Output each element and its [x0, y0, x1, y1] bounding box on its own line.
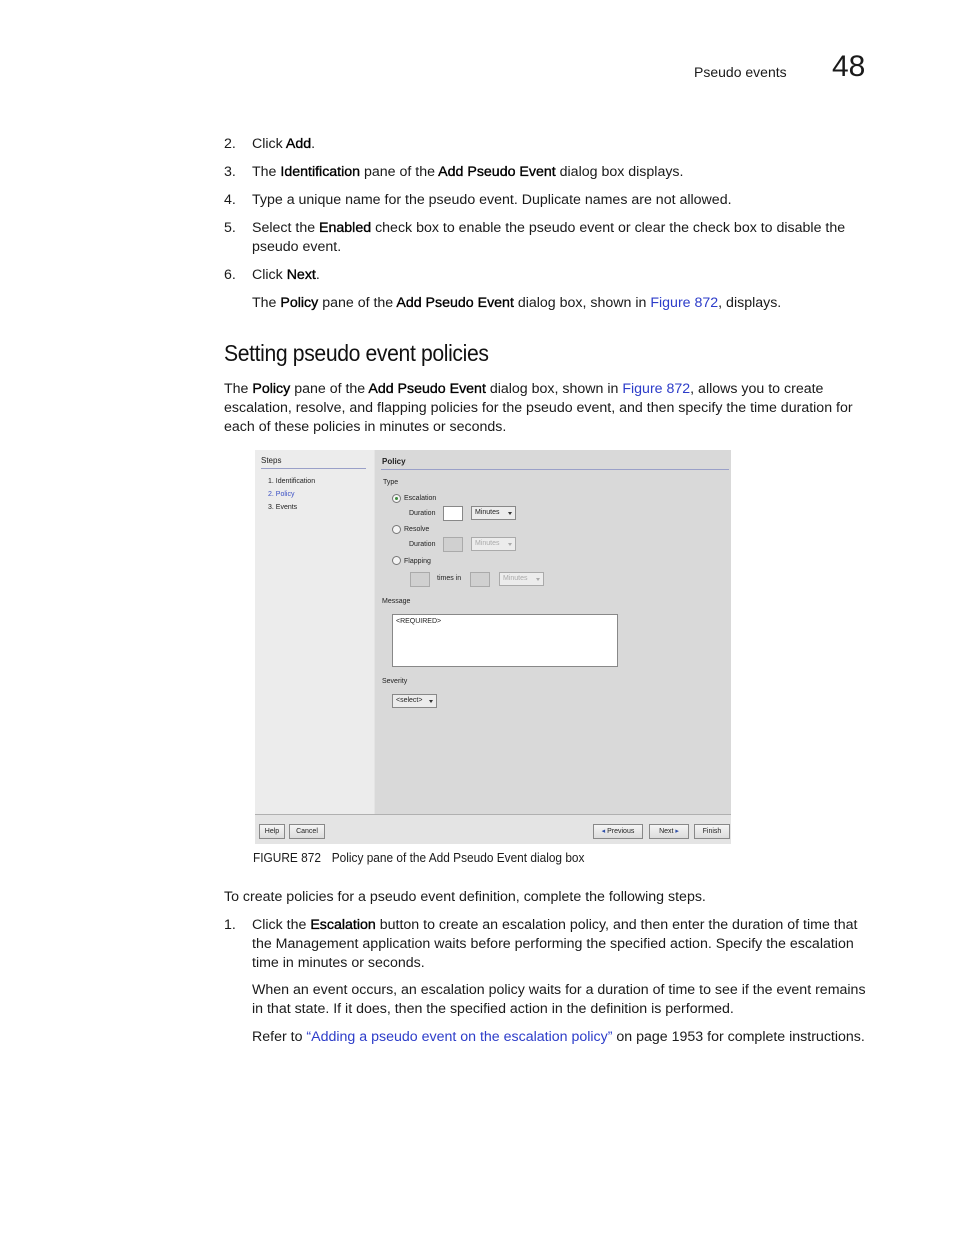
policy-title: Policy	[382, 457, 406, 466]
text: Refer to	[252, 1029, 307, 1045]
help-button[interactable]: Help	[259, 824, 285, 839]
text: The	[224, 381, 253, 397]
resolve-duration-label: Duration	[409, 541, 436, 548]
step-1-reference	[252, 1028, 874, 1047]
steps-intro: To create policies for a pseudo event definition, complete the following steps.	[224, 889, 706, 905]
step-text: check box to enable the pseudo event or clear the check box to disable the pseudo event.	[252, 220, 846, 255]
ui-term: Escalation	[310, 917, 376, 933]
step-text: Click	[252, 267, 287, 283]
step-number: 6.	[224, 267, 236, 283]
escalation-duration-input[interactable]	[443, 506, 463, 521]
figure-link[interactable]: Figure 872	[650, 295, 719, 311]
intro-paragraph	[224, 380, 872, 437]
message-textarea[interactable]: <REQUIRED>	[392, 614, 618, 667]
finish-button[interactable]: Finish	[694, 824, 730, 839]
button-label: Next	[659, 828, 674, 835]
ui-term: Enabled	[319, 220, 372, 236]
chevron-down-icon	[429, 700, 433, 703]
text: , displays.	[718, 295, 782, 311]
text: dialog box, shown in	[513, 295, 651, 311]
select-value: Minutes	[503, 575, 528, 582]
step-number: 4.	[224, 192, 236, 208]
button-bar	[255, 814, 731, 844]
step-text: pane of the	[360, 164, 439, 180]
steps-panel	[255, 450, 374, 814]
type-label: Type	[383, 479, 399, 486]
text: , allows you to create escalation, resolve, and flapping policies for the pseudo event, and then specify the time duration for each of these policies in minutes or seconds.	[224, 381, 853, 435]
text: on page 1953 for complete instructions.	[612, 1029, 865, 1045]
divider	[261, 468, 366, 469]
ui-term: Policy	[252, 381, 291, 397]
flapping-label: Flapping	[404, 558, 431, 565]
step-number: 3.	[224, 164, 236, 180]
policy-panel	[375, 450, 731, 814]
escalation-label: Escalation	[404, 495, 437, 502]
step-text: Type a unique name for the pseudo event. Duplicate names are not allowed.	[252, 192, 732, 208]
flapping-radio[interactable]	[392, 556, 401, 565]
text: The	[252, 295, 281, 311]
escalation-unit-select[interactable]	[471, 506, 516, 520]
resolve-duration-input[interactable]	[443, 537, 463, 552]
cancel-button[interactable]: Cancel	[289, 824, 325, 839]
text: button to create an escalation policy, and then enter the duration of time that the Management application waits before performing the specified action. Specify the escalation time in minutes or seconds.	[252, 917, 858, 971]
ui-term: Policy	[280, 295, 319, 311]
select-value: Minutes	[475, 509, 500, 516]
ui-term: Next	[286, 267, 316, 283]
previous-button[interactable]	[593, 824, 643, 839]
figure-number: FIGURE 872	[253, 850, 321, 865]
ui-term: Add Pseudo Event	[368, 381, 486, 397]
step-item-policy[interactable]: 2. Policy	[268, 491, 295, 498]
step-number: 1.	[224, 917, 236, 933]
flapping-duration-input[interactable]	[470, 572, 490, 587]
figure-link[interactable]: Figure 872	[622, 381, 691, 397]
step-1-explanation: When an event occurs, an escalation policy waits for a duration of time to see if the event remains in that state. If it does, then the specified action in the definition is performed.	[252, 982, 866, 1017]
step-number: 2.	[224, 136, 236, 152]
severity-select[interactable]	[392, 694, 437, 708]
section-title: Setting pseudo event policies	[224, 340, 489, 366]
step-text: Select the	[252, 220, 320, 236]
figure-caption	[253, 850, 584, 865]
text: dialog box, shown in	[485, 381, 623, 397]
resolve-radio[interactable]	[392, 525, 401, 534]
add-pseudo-event-dialog	[255, 450, 731, 844]
flapping-count-input[interactable]	[410, 572, 430, 587]
escalation-radio[interactable]	[392, 494, 401, 503]
text: pane of the	[290, 381, 369, 397]
step-item-identification[interactable]: 1. Identification	[268, 478, 316, 485]
cross-reference-link[interactable]: “Adding a pseudo event on the escalation policy”	[306, 1029, 613, 1045]
running-header-section: Pseudo events	[694, 64, 787, 80]
step-text: .	[315, 267, 320, 283]
chevron-down-icon	[536, 578, 540, 581]
chevron-right-icon: ▸	[673, 828, 679, 835]
chevron-left-icon: ◂	[601, 828, 608, 835]
ui-term: Add Pseudo Event	[438, 164, 556, 180]
step-text: Click	[252, 136, 286, 152]
resolve-unit-select[interactable]	[471, 537, 516, 551]
step-text: The	[252, 164, 281, 180]
steps-title: Steps	[261, 456, 282, 465]
escalation-duration-label: Duration	[409, 510, 436, 517]
times-in-label: times in	[437, 575, 462, 582]
text: pane of the	[318, 295, 397, 311]
chevron-down-icon	[508, 512, 512, 515]
message-label: Message	[382, 598, 411, 605]
next-button[interactable]	[649, 824, 689, 839]
select-value: <select>	[396, 697, 423, 704]
flapping-unit-select[interactable]	[499, 572, 544, 586]
text: Click the	[252, 917, 311, 933]
chevron-down-icon	[508, 543, 512, 546]
step-item-events[interactable]: 3. Events	[268, 504, 298, 511]
step-text: .	[311, 136, 316, 152]
step-number: 5.	[224, 220, 236, 236]
ui-term: Add Pseudo Event	[396, 295, 514, 311]
step-text: dialog box displays.	[555, 164, 684, 180]
caption-text: Policy pane of the Add Pseudo Event dialog box	[331, 850, 585, 865]
resolve-label: Resolve	[404, 526, 430, 533]
chapter-number: 48	[832, 50, 866, 83]
button-label: Previous	[607, 828, 635, 835]
severity-label: Severity	[382, 678, 408, 685]
select-value: Minutes	[475, 540, 500, 547]
divider	[381, 469, 729, 470]
ui-term: Add	[285, 136, 312, 152]
ui-term: Identification	[280, 164, 361, 180]
step-6-result	[252, 294, 872, 313]
